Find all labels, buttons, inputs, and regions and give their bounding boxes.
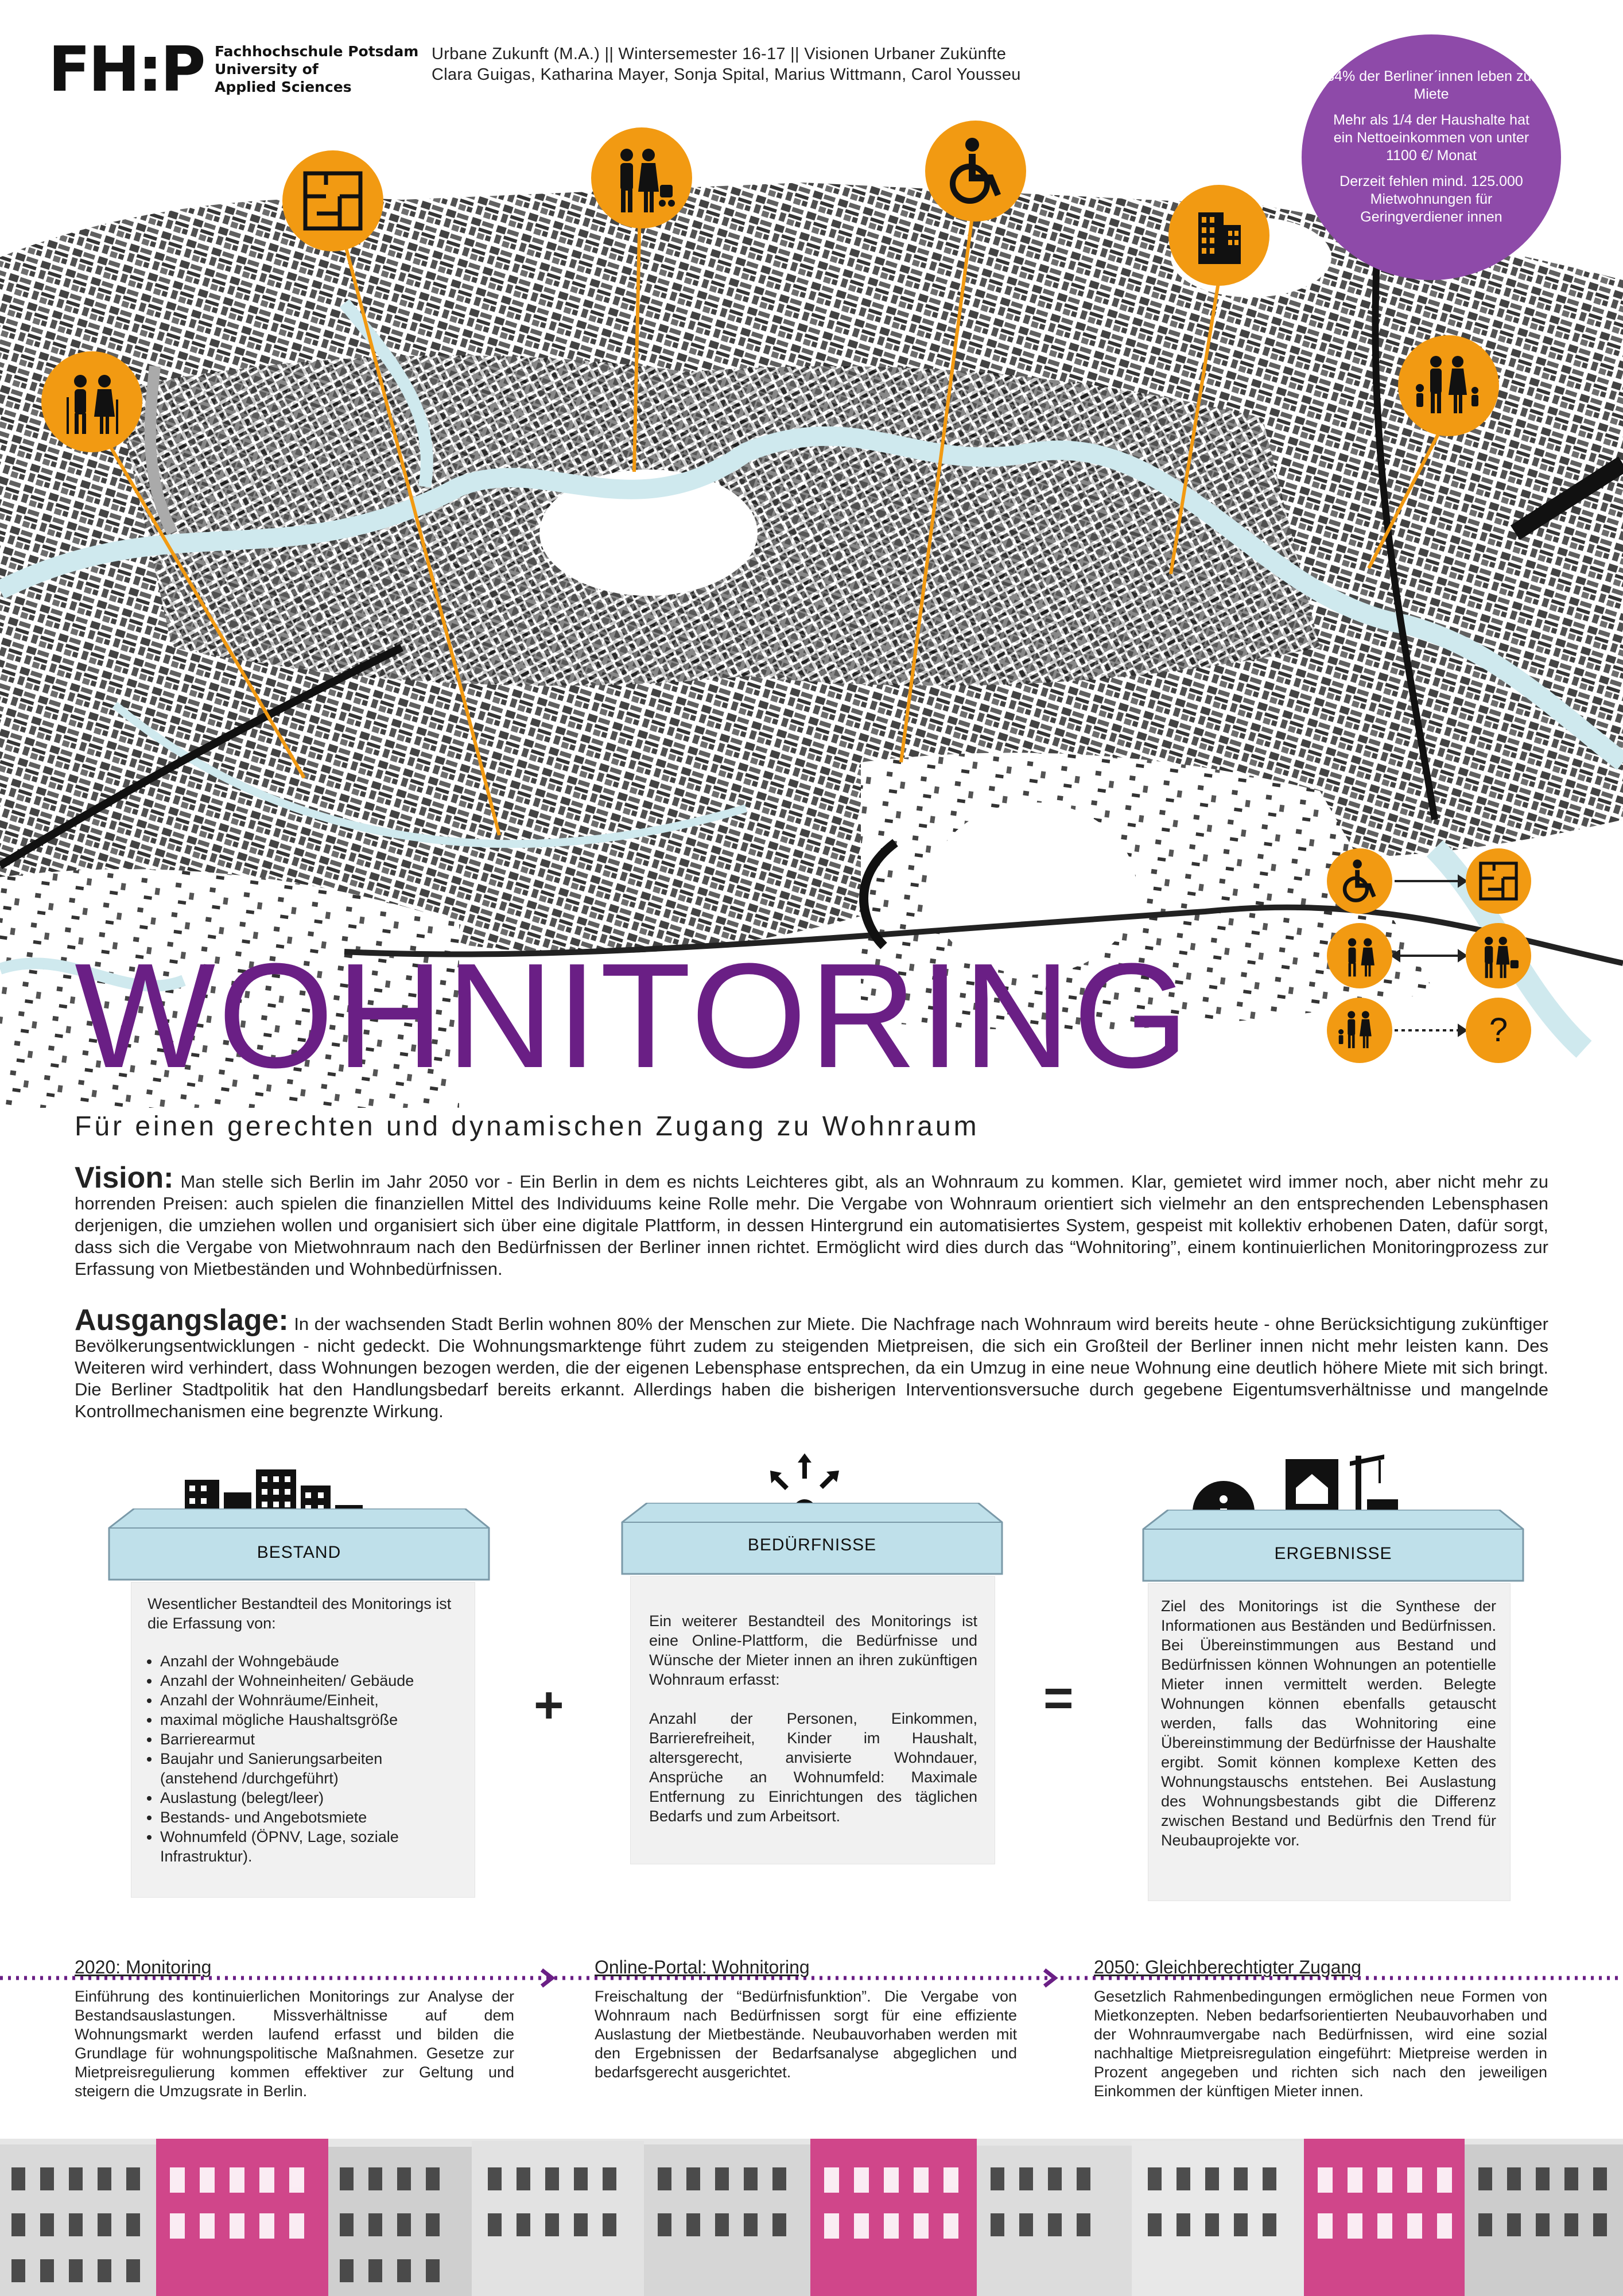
elderly-couple-icon [41, 351, 142, 452]
ausgangslage-text: In der wachsenden Stadt Berlin wohnen 80% der Menschen zur Miete. Die Nachfrage nach Wohnraum wird bereits heute - ohne Berücksichtigung zukünftiger Bevölkerungsentwicklungen - nicht gedeckt. Die Wohnungsmarktenge führt zudem zu steigenden Mietpreisen, die sich ein Großteil der Berliner innen nicht mehr leisten kann. Des Weiteren wird verhindert, dass Wohnungen bezogen werden, die der eigenen Lebensphase entsprechen, da ein Umzug in eine neue Wohnung eine deutlich höhere Miete mit sich bringt. Die Berliner Stadtpolitik hat den Handlungsbedarf bereits erkannt. Allerdings haben die bisherigen Interventionsversuche durch gegebene Eigentumsverhältnisse und mangelnde Kontrollmechanismen eine begrenzte Wirkung. [75, 1314, 1548, 1421]
subtitle: Für einen gerechten und dynamischen Zugang zu Wohnraum [75, 1111, 980, 1142]
legend-elderly-couple-icon [1327, 923, 1392, 988]
legend-family-with-kids-icon [1327, 998, 1392, 1063]
vision-paragraph [75, 1161, 1548, 1280]
equals-operator: = [1043, 1670, 1074, 1727]
list-item: • Auslastung (belegt/leer) [160, 1788, 463, 1808]
fhp-logo: FH:P [48, 34, 204, 106]
stat-tenants: 84% der Berlinerˊinnen leben zur Miete [1326, 68, 1536, 102]
bestand-list [147, 1651, 463, 1866]
ergebnisse-label: ERGEBNISSE [1274, 1544, 1392, 1563]
floor-plan-icon [282, 150, 383, 251]
list-item: • Wohnumfeld (ÖPNV, Lage, soziale Infrastruktur). [160, 1827, 463, 1866]
timeline-2020-head: 2020: Monitoring [75, 1957, 212, 1977]
logo-sub-line: Fachhochschule Potsdam [215, 43, 419, 60]
timeline-2020-text: Einführung des kontinuierlichen Monitorings zur Analyse der Bestandsauslastungen. Missverhältnisse auf dem Wohnungsmarkt werden laufend erfasst und bilden die Grundlage für wohnungspolitische Maßnahmen. Gesetze zur Mietpreisregulierung kommen effektiver zur Geltung und steigern die Umzugsrate in Berlin. [75, 1988, 514, 2100]
list-item: • Anzahl der Wohneinheiten/ Gebäude [160, 1671, 463, 1690]
timeline-portal-head: Online-Portal: Wohnitoring [595, 1957, 810, 1977]
wheelchair-icon [925, 121, 1026, 222]
vision-text: Man stelle sich Berlin im Jahr 2050 vor - Ein Berlin in dem es nichts Leichteres gibt, als an Wohnraum zu kommen. Klar, gemietet wird immer noch, aber nicht mehr zu horrenden Preisen: auch spielen die finanziellen Mittel des Individuums keine Rolle mehr. Die Vergabe von Wohnraum orientiert sich vielmehr an den entsprechenden Lebensphasen derjenigen, die umziehen wollen und organisiert sich über eine digitale Plattform, in dessen Hintergrund ein automatisiertes System, gespeist mit kollektiv erhobenen Daten, dafür sorgt, dass sich die Vergabe von Mietwohnraum nach den Bedürfnissen der Berliner innen richtet. Ermöglicht wird dies durch das “Wohnitoring”, einem kontinuierlichen Monitoringprozess zur Erfassung von Mietbeständen und Wohnbedürfnissen. [75, 1172, 1548, 1279]
timeline-2050-text: Gesetzlich Rahmenbedingungen ermöglichen neue Formen von Mietkonzepten. Neben bedarfsorientierten Neubauvorhaben und der Wohnraumvergabe nach Bedürfnissen, wird eine sozial nachhaltige Mietpreisregulation eingeführt: Mietpreise werden in Prozent angegeben und richten sich nach den jeweiligen Einkommen der künftigen Mieter innen. [1094, 1988, 1547, 2100]
list-item: • Anzahl der Wohngebäude [160, 1651, 463, 1671]
legend-wheelchair-icon [1327, 848, 1392, 914]
timeline-line [0, 1967, 1623, 1989]
list-item: • Baujahr und Sanierungsarbeiten (anstehend /durchgeführt) [160, 1749, 463, 1788]
beduerfnisse-criteria: Anzahl der Personen, Einkommen, Barrierefreiheit, Kinder im Haushalt, altersgerecht, anvisierte Wohndauer, Ansprüche an Wohnumfeld: Maximale Entfernung zu Einrichtungen des täglichen Bedarfs und zum Arbeitsort. [649, 1710, 977, 1825]
ausgangslage-lead: Ausgangslage: [75, 1304, 289, 1337]
family-with-kids-icon [1398, 335, 1499, 436]
authors-line: Clara Guigas, Katharina Mayer, Sonja Spital, Marius Wittmann, Carol Yousseu [432, 65, 1021, 84]
legend-family-icon [1466, 923, 1531, 988]
bestand-intro: Wesentlicher Bestandteil des Monitorings ist die Erfassung von: [147, 1595, 452, 1632]
ausgangslage-paragraph [75, 1304, 1548, 1422]
apartment-building-icon [1168, 185, 1269, 286]
family-icon [591, 127, 692, 228]
bestand-label: BESTAND [257, 1543, 341, 1562]
legend-question-mark: ? [1466, 998, 1531, 1063]
facade-strip [0, 2139, 1623, 2296]
stat-shortage: Derzeit fehlen mind. 125.000 Mietwohnungen für Geringverdiener innen [1339, 173, 1523, 225]
beduerfnisse-label: BEDÜRFNISSE [747, 1535, 877, 1554]
page-title: WOHNITORING [75, 933, 1191, 1099]
ergebnisse-text: Ziel des Monitorings ist die Synthese der Informationen aus Beständen und Bedürfnissen. Bei Übereinstimmungen aus Bestand und Bedürfnissen können Wohnungen an potentielle Mieter innen vermittelt werden. Belegte Wohnungen können ebenfalls getauscht werden, falls das Wohnitoring eine Übereinstimmung der Bedürfnisse der Haushalte ergibt. Somit können komplexe Ketten des Wohnungstauschs entstehen. Bei Auslastung des Wohnungsbestands gibt die Differenz zwischen Bestand und Bedürfnis den Trend für Neubauprojekte vor. [1161, 1597, 1496, 1849]
beduerfnisse-panel [630, 1576, 995, 1864]
bestand-panel [131, 1582, 475, 1898]
map-connector-lines [0, 0, 1623, 976]
beduerfnisse-intro: Ein weiterer Bestandteil des Monitorings ist eine Online-Plattform, die Bedürfnisse und Wünsche der Mieter innen an ihren zukünftigen Wohnraum erfasst: [649, 1612, 977, 1688]
ergebnisse-panel [1148, 1583, 1511, 1901]
list-item: • Bestands- und Angebotsmiete [160, 1808, 463, 1827]
vision-lead: Vision: [75, 1161, 174, 1194]
course-line: Urbane Zukunft (M.A.) || Wintersemester 16-17 || Visionen Urbaner Zukünfte [432, 45, 1007, 63]
list-item: • Anzahl der Wohnräume/Einheit, [160, 1690, 463, 1710]
logo-sub-line: Applied Sciences [215, 79, 352, 95]
timeline-portal-text: Freischaltung der “Bedürfnisfunktion”. Die Vergabe von Wohnraum nach Bedürfnissen sorgt für eine effiziente Auslastung der Mietbestände. Neubauvorhaben werden mit den Ergebnissen der Bedarfsanalyse abgeglichen und bedarfsgerecht ausgerichtet. [595, 1988, 1017, 2081]
logo-sub-line: University of [215, 61, 319, 77]
plus-operator: + [534, 1677, 564, 1734]
list-item: • maximal mögliche Haushaltsgröße [160, 1710, 463, 1729]
legend-floor-plan-icon [1466, 848, 1531, 914]
timeline-2050-head: 2050: Gleichberechtigter Zugang [1094, 1957, 1362, 1977]
list-item: • Barrierearmut [160, 1729, 463, 1749]
legend-arrows [1392, 848, 1466, 1066]
stat-income: Mehr als 1/4 der Haushalte hat ein Nettoeinkommen von unter 1100 €/ Monat [1333, 112, 1529, 164]
